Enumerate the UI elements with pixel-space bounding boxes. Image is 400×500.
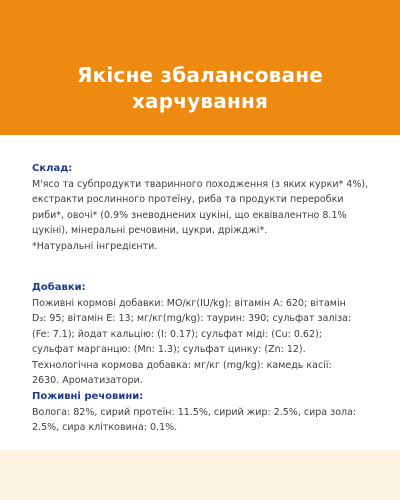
composition-line: риби*, овочі* (0.9% зневоднених цукіні, що еквівалентно 8.1%: [32, 209, 347, 221]
ingredients-panel: [0, 135, 400, 450]
additives-line: (Fe: 7.1); йодат кальцію: (I: 0.17); сульфат міді: (Cu: 0.62);: [32, 328, 322, 340]
composition-section: [32, 161, 372, 254]
footer-band: [0, 450, 400, 500]
composition-line: цукіні), мінеральні речовини, цукри, дріжджі*.: [32, 225, 268, 236]
composition-footnote: *Натуральні інгредієнти.: [32, 240, 158, 252]
nutrients-section: [32, 389, 372, 436]
composition-heading: Склад:: [32, 163, 73, 174]
nutrients-heading: Поживні речовини:: [32, 391, 144, 402]
additives-line: Технологічна кормова добавка: мг/кг (mg/kg): камедь касії:: [32, 359, 332, 371]
additives-line: D₃: 95; вітамін Е: 13; мг/кг(mg/kg): таурин: 390; сульфат заліза:: [32, 313, 352, 324]
additives-line: Поживні кормові добавки: МО/кг(IU/kg): вітамін А: 620; вітамін: [32, 297, 346, 309]
composition-line: М'ясо та субпродукти тваринного походження (з яких курки* 4%),: [32, 178, 369, 190]
page-title: [0, 62, 400, 114]
additives-line: 2630. Ароматизатори.: [32, 375, 143, 386]
nutrients-line: Волога: 82%, сирий протеїн: 11.5%, сирий жир: 2.5%, сира зола:: [32, 406, 357, 418]
title-line-1: Якісне збалансоване: [76, 63, 323, 87]
additives-heading: Добавки:: [32, 282, 86, 293]
composition-line: екстракти рослинного протеїну, риба та продукти переробки: [32, 194, 344, 205]
header-banner: [0, 0, 400, 135]
title-line-2: харчування: [131, 89, 269, 113]
additives-section: [32, 280, 372, 389]
nutrients-line: 2.5%, сира клітковина: 0.1%.: [32, 422, 178, 433]
additives-line: сульфат марганцю: (Mn: 1.3); сульфат цинку: (Zn: 12).: [32, 344, 306, 355]
